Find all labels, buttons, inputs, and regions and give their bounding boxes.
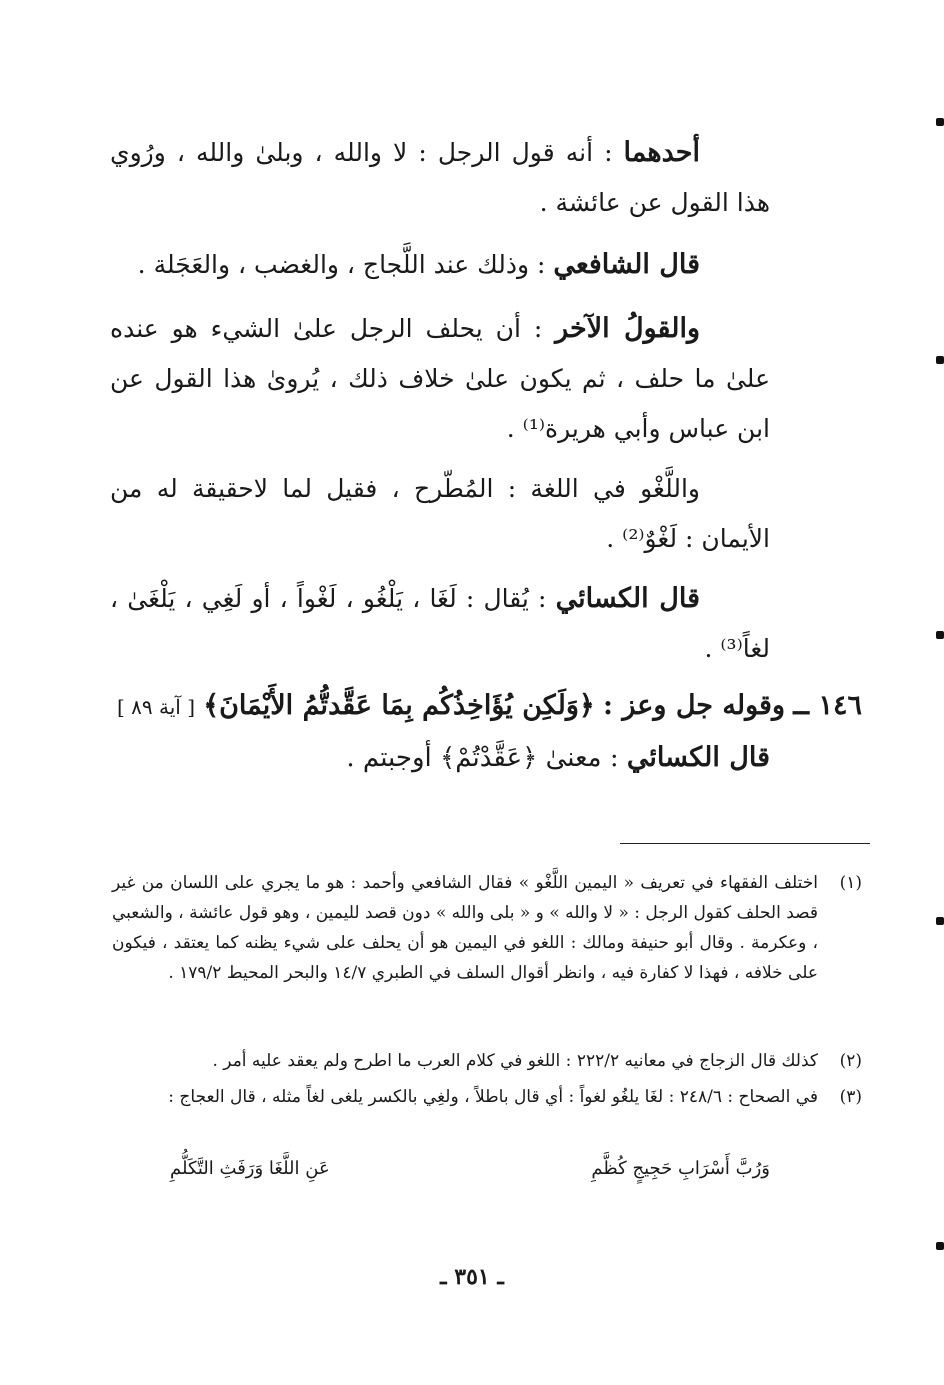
paragraph-text: : أن يحلف الرجل علىٰ الشيء هو عنده علىٰ ما حلف ، ثم يكون علىٰ خلاف ذلك ، يُروىٰ هذا القول عن ابن عباس وأبي هريرة⁽¹⁾ . <box>110 314 770 443</box>
footnote-3 <box>112 1082 862 1112</box>
paragraph-lead: قال الشافعي <box>553 249 700 280</box>
entry-lead: وقوله جل وعز : <box>603 690 785 721</box>
paragraph-lead: قال الكسائي <box>626 742 770 773</box>
quran-verse: ﴿وَلَكِن يُؤَاخِذُكُم بِمَا عَقَّدتُّمُ الأَيْمَانَ﴾ <box>203 690 595 721</box>
entry-146 <box>102 690 862 721</box>
edge-mark <box>936 356 944 364</box>
poem-hemistich-2: عَنِ اللَّغَا وَرَفَثِ التَّكَلُّمِ <box>170 1158 330 1179</box>
paragraph-text: : معنىٰ ﴿عَقَّدْتُمْ﴾ أوجبتم . <box>346 743 627 773</box>
footnote-number: (٣) <box>839 1087 862 1107</box>
paragraph-4 <box>110 464 770 564</box>
edge-mark <box>936 1242 944 1250</box>
page-number: ـ ٣٥١ ـ <box>440 1264 504 1290</box>
verse-reference: [ آية ٨٩ ] <box>116 695 196 719</box>
paragraph-text: : أنه قول الرجل : لا والله ، وبلىٰ والله ، ورُوي هذا القول عن عائشة . <box>110 138 770 217</box>
footnote-separator <box>620 843 870 844</box>
paragraph-3 <box>110 304 770 454</box>
paragraph-lead: أحدهما <box>623 137 700 168</box>
paragraph-text: : وذلك عند اللَّجاج ، والغضب ، والعَجَلة . <box>137 250 554 279</box>
footnote-text: في الصحاح : ٢٤٨/٦ : لغَا يلغُو لغواً : أي قال باطلاً ، ولغِي بالكسر يلغى لغاً مثله ، قال العجاج : <box>168 1087 818 1107</box>
edge-mark <box>936 917 944 925</box>
paragraph-1 <box>110 128 770 228</box>
footnote-2 <box>112 1046 862 1076</box>
footnote-number: (٢) <box>839 1051 862 1071</box>
paragraph-lead: والقولُ الآخر <box>555 313 700 344</box>
entry-number: ١٤٦ ــ <box>793 690 862 721</box>
paragraph-7 <box>170 742 770 773</box>
paragraph-text: : يُقال : لَغَا ، يَلْغُو ، لَغْواً ، أو لَغِي ، يَلْغَىٰ ، لغاً⁽³⁾ . <box>110 584 770 663</box>
footnote-1 <box>112 868 862 988</box>
paragraph-lead: قال الكسائي <box>555 583 700 614</box>
poem-hemistich-1: وَرُبَّ أَسْرَابِ حَجِيجٍ كُظَّمِ <box>591 1158 770 1179</box>
paragraph-5 <box>110 574 770 674</box>
edge-mark <box>936 631 944 639</box>
edge-mark <box>936 118 944 126</box>
footnote-number: (١) <box>839 873 862 893</box>
paragraph-2 <box>110 240 770 290</box>
footnote-text: اختلف الفقهاء في تعريف « اليمين اللَّغْو » فقال الشافعي وأحمد : هو ما يجري على اللسان من غير قصد الحلف كقول الرجل : « لا والله » و « بلى والله » دون قصد لليمين ، وهو قول عائشة ، والشعبي ، وعكرمة . وقال أبو حنيفة ومالك : اللغو في اليمين هو أن يحلف على شيء يظنه كما يعتقد ، فيكون على خلافه ، فهذا لا كفارة فيه ، وانظر أقوال السلف في الطبري ١٤/٧ والبحر المحيط ١٧٩/٢ . <box>112 873 818 983</box>
footnote-text: كذلك قال الزجاج في معانيه ٢٢٢/٢ : اللغو في كلام العرب ما اطرح ولم يعقد عليه أمر . <box>212 1051 818 1071</box>
paragraph-text: واللَّغْو في اللغة : المُطّرح ، فقيل لما لاحقيقة له من الأيمان : لَغْوٌ⁽²⁾ . <box>110 474 770 553</box>
